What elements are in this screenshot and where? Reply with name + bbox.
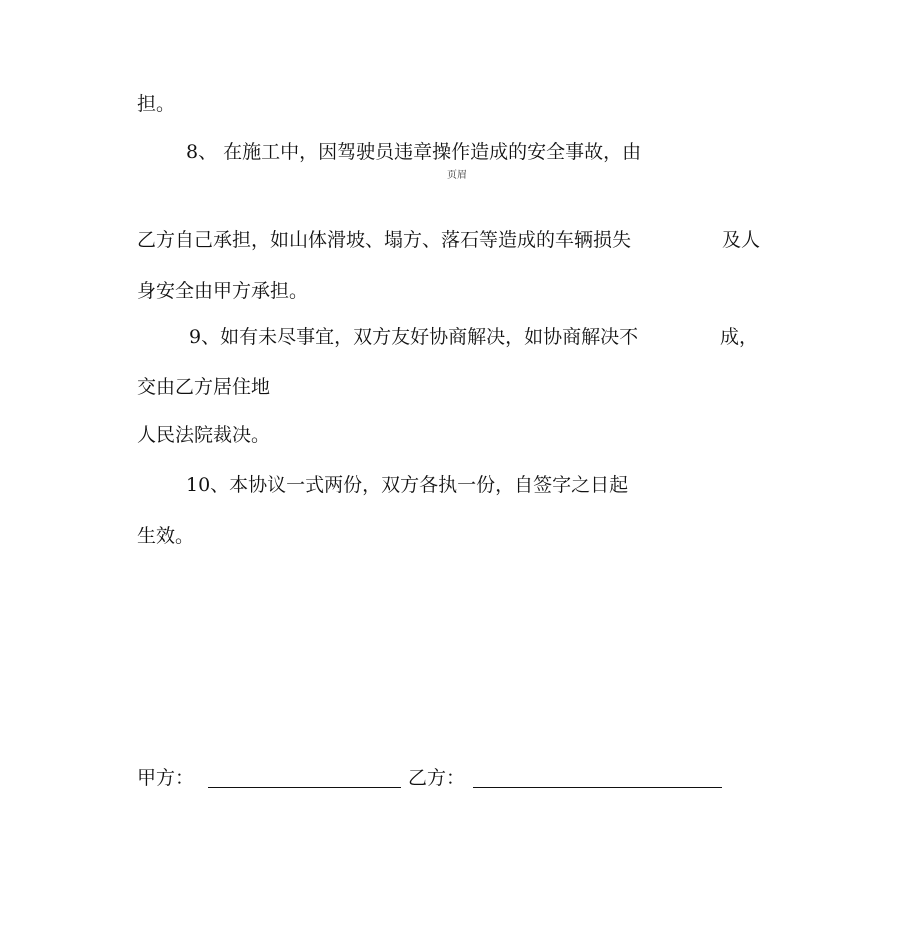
text-line-1: 担。 — [137, 93, 176, 115]
party-b-signature-line[interactable] — [473, 787, 722, 788]
clause-9-line: 9、如有未尽事宜，双方友好协商解决，如协商解决不 — [189, 326, 639, 348]
text-line-3: 乙方自己承担，如山体滑坡、塌方、落石等造成的车辆损失 — [137, 229, 632, 251]
text-line-7: 人民法院裁决。 — [137, 424, 271, 446]
clause-10-line: 10、本协议一式两份，双方各执一份，自签字之日起 — [186, 474, 629, 496]
text-line-3-tail: 及人 — [722, 229, 761, 251]
text-line-4: 身安全由甲方承担。 — [137, 280, 309, 302]
party-b-label: 乙方： — [408, 767, 466, 789]
text-line-6: 交由乙方居住地 — [137, 376, 271, 398]
party-a-label: 甲方： — [137, 767, 195, 789]
text-line-9: 生效。 — [137, 525, 195, 547]
page-header-mark: 页眉 — [447, 170, 467, 181]
clause-8-line: 8、 在施工中，因驾驶员违章操作造成的安全事故，由 — [186, 141, 642, 163]
clause-9-line-tail: 成， — [720, 326, 759, 348]
party-a-signature-line[interactable] — [208, 787, 401, 788]
